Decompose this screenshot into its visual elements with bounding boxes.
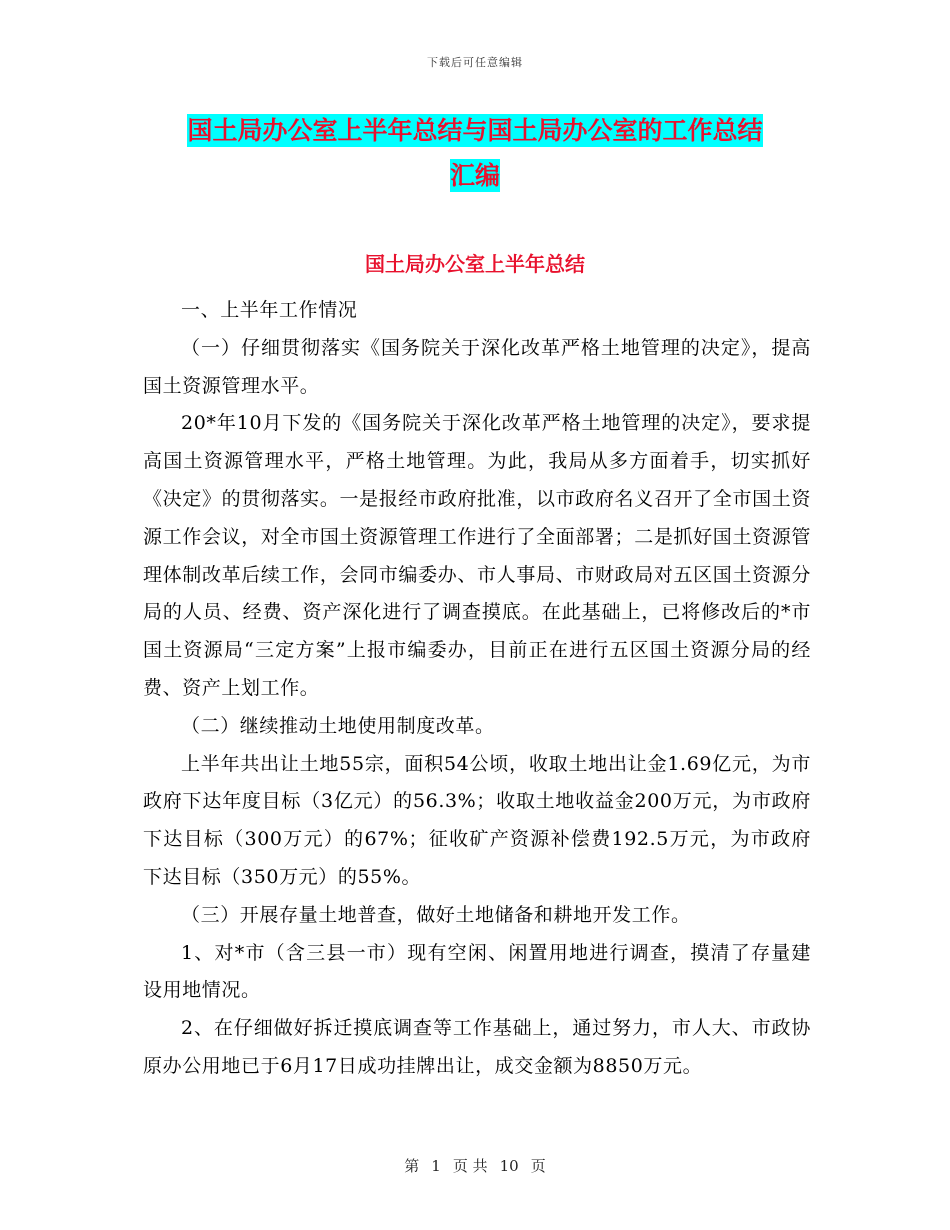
paragraph: 20*年10月下发的《国务院关于深化改革严格土地管理的决定》，要求提高国土资源管理水平，严格土地管理。为此，我局从多方面着手，切实抓好《决定》的贯彻落实。一是报经市政府批准，以市政府名义召开了全市国土资源工作会议，对全市国土资源管理工作进行了全面部署；二是抓好国土资源管理体制改革后续工作，会同市编委办、市人事局、市财政局对五区国土资源分局的人员、经费、资产深化进行了调查摸底。在此基础上，已将修改后的*市国土资源局“三定方案”上报市编委办，目前正在进行五区国土资源分局的经费、资产上划工作。 xyxy=(143,412,811,699)
footer-page-number: 1 xyxy=(431,1157,441,1175)
footer-prefix: 第 xyxy=(404,1157,420,1175)
paragraph-subheading-2: （二）继续推动土地使用制度改革。 xyxy=(181,714,495,737)
body-text xyxy=(143,292,811,1086)
paragraph: 2、在仔细做好拆迁摸底调查等工作基础上，通过努力，市人大、市政协原办公用地已于6月17日成功挂牌出让，成交金额为8850万元。 xyxy=(143,1017,811,1077)
main-title xyxy=(145,108,805,198)
footer-suffix: 页 xyxy=(530,1157,546,1175)
page-footer xyxy=(0,1155,950,1176)
main-title-line1: 国土局办公室上半年总结与国土局办公室的工作总结 xyxy=(187,116,763,145)
paragraph: 上半年共出让土地55宗，面积54公顷，收取土地出让金1.69亿元，为市政府下达年度目标（3亿元）的56.3%；收取土地收益金200万元，为市政府下达目标（300万元）的67%；征收矿产资源补偿费192.5万元，为市政府下达目标（350万元）的55%。 xyxy=(143,752,811,888)
paragraph-subheading-1: （一）仔细贯彻落实《国务院关于深化改革严格土地管理的决定》，提高国土资源管理水平。 xyxy=(143,336,811,397)
paragraph-subheading-3: （三）开展存量土地普查，做好土地储备和耕地开发工作。 xyxy=(181,903,691,926)
footer-middle: 页 共 xyxy=(452,1157,488,1175)
section-title: 国土局办公室上半年总结 xyxy=(365,252,585,276)
main-title-line2: 汇编 xyxy=(449,161,500,190)
paragraph-heading-1: 一、上半年工作情况 xyxy=(181,299,358,321)
paragraph: 1、对*市（含三县一市）现有空闲、闲置用地进行调查，摸清了存量建设用地情况。 xyxy=(143,941,811,1002)
header-note: 下载后可任意编辑 xyxy=(427,56,523,69)
footer-total-pages: 10 xyxy=(499,1157,519,1175)
